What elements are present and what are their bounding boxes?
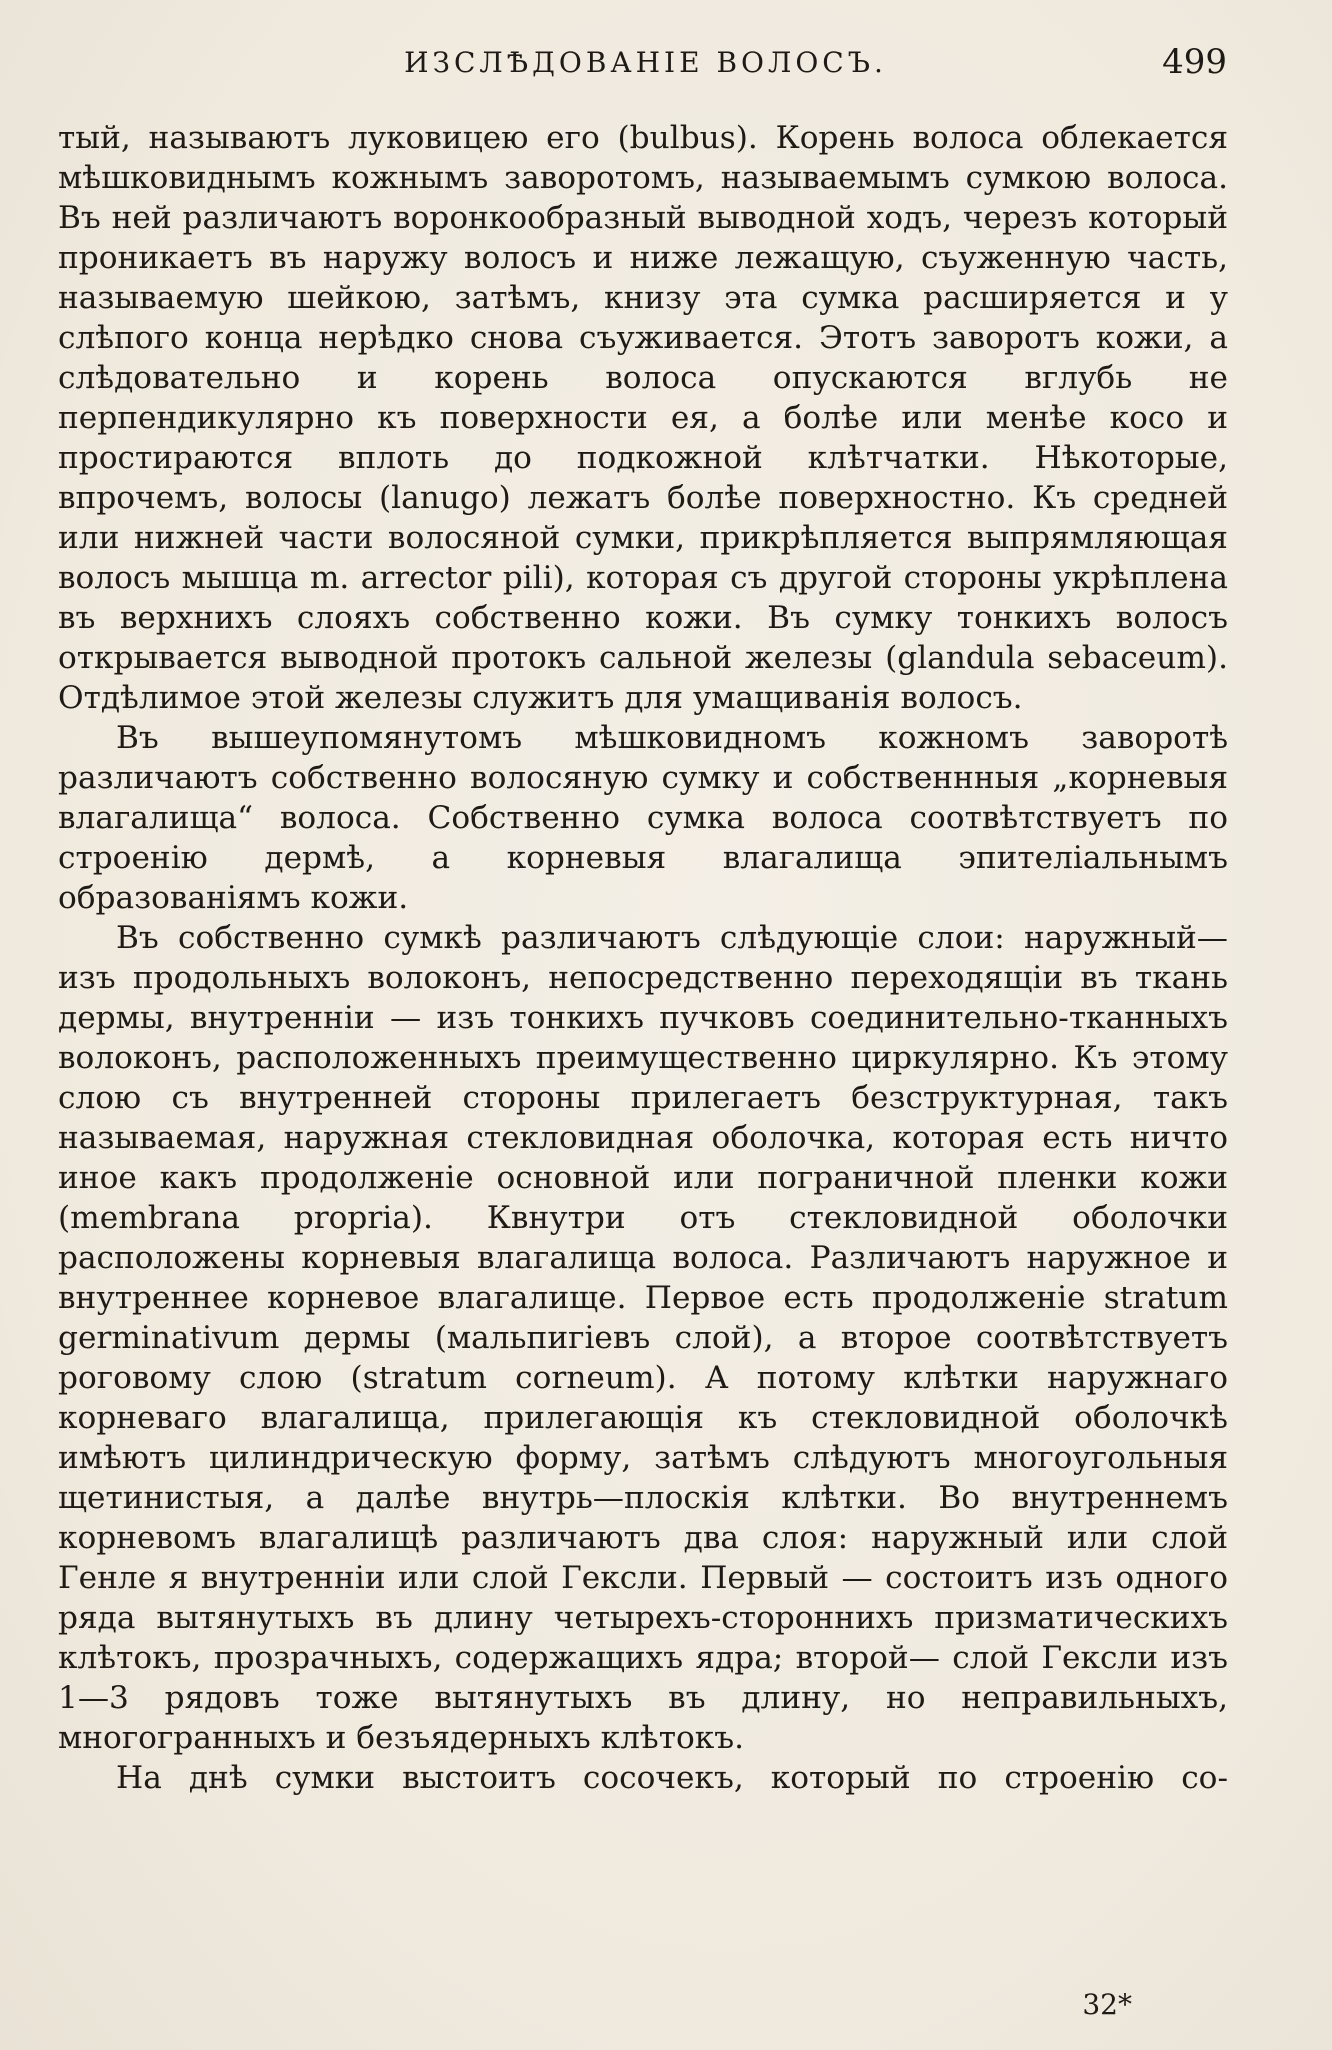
page-number: 499	[1162, 42, 1227, 82]
paragraph-1: тый, называютъ луковицею его (bulbus). Корень волоса облекается мѣшковиднымъ кожнымъ заворотомъ, называемымъ сумкою волоса. Въ ней различаютъ воронкообразный выводной ходъ, черезъ который проникаетъ въ наружу волосъ и ниже лежащую, съуженную часть, называемую шейкою, затѣмъ, книзу эта сумка расширяется и у слѣпого конца нерѣдко снова съуживается. Этотъ заворотъ кожи, а слѣдовательно и корень волоса опускаются вглубь не перпендикулярно къ поверхности ея, а болѣе или менѣе косо и простираются вплоть до подкожной клѣтчатки. Нѣкоторые, впрочемъ, волосы (lanugo) лежатъ болѣе поверхностно. Къ средней или нижней части волосяной сумки, прикрѣпляется выпрямляющая волосъ мышца m. arrector pili), которая съ другой стороны укрѣплена въ верхнихъ слояхъ собственно кожи. Въ сумку тонкихъ волосъ открывается выводной протокъ сальной железы (glandula sebaceum). Отдѣлимое этой железы служитъ для умащиванія волосъ.	[58, 120, 1228, 716]
paragraph-2: Въ вышеупомянутомъ мѣшковидномъ кожномъ заворотѣ различаютъ собственно волосяную сумку и собственнныя „корневыя влагалища“ волоса. Собственно сумка волоса соотвѣтствуетъ по строенію дермѣ, а корневыя влагалища эпителіальнымъ образованіямъ кожи.	[58, 720, 1228, 916]
running-title: ИЗСЛѢДОВАНІЕ ВОЛОСЪ.	[404, 46, 887, 79]
page-body	[58, 118, 1228, 1798]
paragraph-3: Въ собственно сумкѣ различаютъ слѣдующіе слои: наружный—изъ продольныхъ волоконъ, непосредственно переходящіи въ ткань дермы, внутренніи — изъ тонкихъ пучковъ соединительно-тканныхъ волоконъ, расположенныхъ преимущественно циркулярно. Къ этому слою съ внутренней стороны прилегаетъ безструктурная, такъ называемая, наружная стекловидная оболочка, которая есть ничто иное какъ продолженіе основной или пограничной пленки кожи (membrana propria). Квнутри отъ стекловидной оболочки расположены корневыя влагалища волоса. Различаютъ наружное и внутреннее корневое влагалище. Первое есть продолженіе stratum germinativum дермы (мальпигіевъ слой), а второе соотвѣтствуетъ роговому слою (stratum corneum). А потому клѣтки наружнаго корневаго влагалища, прилегающія къ стекловидной оболочкѣ имѣютъ цилиндрическую форму, затѣмъ слѣдуютъ многоугольныя щетинистыя, а далѣе внутрь—плоскія клѣтки. Во внутреннемъ корневомъ влагалищѣ различаютъ два слоя: наружный или слой Генле я внутренніи или слой Гексли. Первый — состоитъ изъ одного ряда вытянутыхъ въ длину четырехъ-стороннихъ призматическихъ клѣтокъ, прозрачныхъ, содержащихъ ядра; второй— слой Гексли изъ 1—3 рядовъ тоже вытянутыхъ въ длину, но неправильныхъ, многогранныхъ и безъядерныхъ клѣтокъ.	[58, 920, 1228, 1756]
page-header	[58, 42, 1233, 82]
signature-mark: 32*	[1082, 1988, 1132, 2021]
paragraph-4: На днѣ сумки выстоитъ сосочекъ, который по строенію со-	[116, 1760, 1228, 1796]
